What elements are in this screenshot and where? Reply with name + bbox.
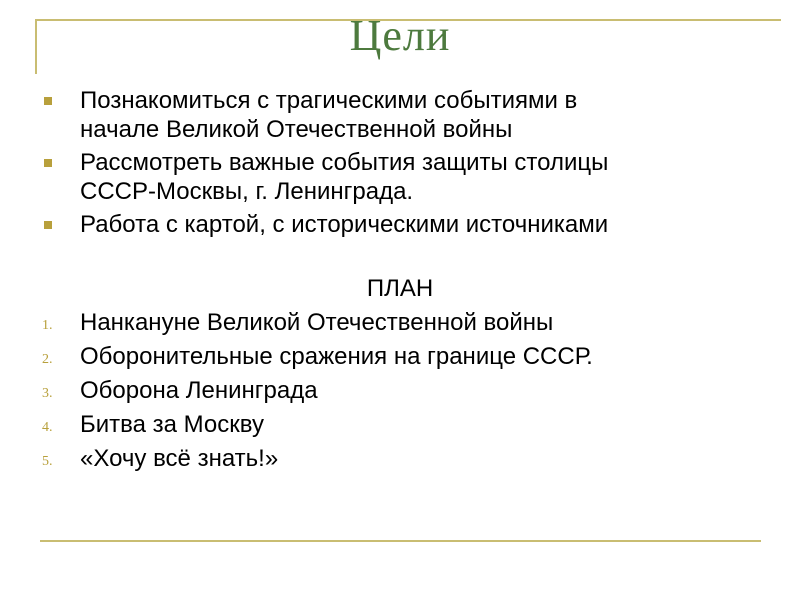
square-bullet-icon xyxy=(44,221,52,229)
goal-text-line: Работа с картой, с историческими источниками xyxy=(80,211,609,238)
plan-item-text: Оборонительные сражения на границе СССР. xyxy=(80,343,593,370)
plan-item-text: Нанкануне Великой Отечественной войны xyxy=(80,309,554,336)
plan-item-4 xyxy=(40,410,740,439)
plan-item-5 xyxy=(40,444,740,473)
goal-text-line: Познакомиться с трагическими событиями в xyxy=(80,87,578,114)
goal-item-3 xyxy=(40,210,740,239)
plan-item-1 xyxy=(40,308,740,337)
plan-item-text: «Хочу всё знать!» xyxy=(80,445,279,472)
slide-title: Цели xyxy=(349,11,451,60)
plan-heading: ПЛАН xyxy=(366,275,434,302)
plan-item-text: Оборона Ленинграда xyxy=(80,377,318,404)
square-bullet-icon xyxy=(44,97,52,105)
plan-item-3 xyxy=(40,376,740,405)
goal-text-line: Рассмотреть важные события защиты столицы xyxy=(80,149,609,176)
plan-list xyxy=(40,308,740,478)
goal-item-1 xyxy=(40,86,740,144)
goal-item-2 xyxy=(40,148,740,206)
plan-item-number: 4. xyxy=(42,420,53,435)
frame-bottom-line xyxy=(40,540,761,542)
plan-item-number: 2. xyxy=(42,352,53,367)
square-bullet-icon xyxy=(44,159,52,167)
plan-item-number: 1. xyxy=(42,318,53,333)
plan-item-number: 5. xyxy=(42,454,53,469)
goal-text-line: начале Великой Отечественной войны xyxy=(80,116,513,143)
plan-item-text: Битва за Москву xyxy=(80,411,264,438)
goal-text-line: СССР-Москвы, г. Ленинграда. xyxy=(80,178,414,205)
plan-item-2 xyxy=(40,342,740,371)
goals-list xyxy=(40,86,740,243)
plan-item-number: 3. xyxy=(42,386,53,401)
